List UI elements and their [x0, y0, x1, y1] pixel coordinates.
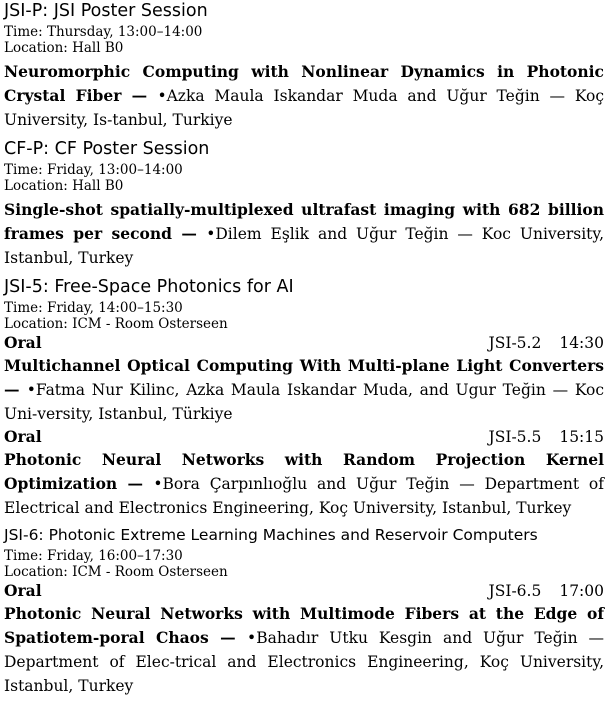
talk-separator: —	[4, 380, 27, 399]
talk-time: 15:15	[559, 428, 604, 446]
talk-type: Oral	[4, 581, 42, 600]
talk-entry	[4, 60, 604, 132]
talk-type: Oral	[4, 333, 42, 352]
talk-separator: —	[117, 474, 154, 493]
talk-separator: —	[171, 224, 207, 243]
talk-code: JSI-5.2	[488, 334, 542, 352]
talk-code: JSI-6.5	[488, 582, 542, 600]
talk-slot	[488, 332, 604, 354]
talk-slot	[488, 580, 604, 602]
talk-title: Neuromorphic Computing with Nonlinear Dynamics in Photonic Crystal Fiber	[4, 62, 604, 105]
session-cf-p	[4, 138, 604, 270]
talk-time: 14:30	[559, 334, 604, 352]
talk-title: Photonic Neural Networks with Random Projection Kernel Optimization	[4, 450, 604, 493]
talk-title: Single-shot spatially-multiplexed ultrafast imaging with 682 billion frames per second	[4, 200, 604, 243]
talk-header	[4, 426, 604, 448]
session-title: JSI-5: Free-Space Photonics for AI	[4, 277, 294, 297]
talk-header	[4, 332, 604, 354]
talk-authors: •Dilem Eşlik and Uğur Teğin — Koc University, Istanbul, Turkey	[4, 225, 605, 267]
talk-slot	[488, 426, 604, 448]
session-time: Time: Friday, 13:00–14:00	[4, 162, 183, 178]
talk-title: Multichannel Optical Computing With Multi-plane Light Converters	[4, 356, 604, 375]
talk-time: 17:00	[559, 582, 604, 600]
talk-title: Photonic Neural Networks with Multimode Fibers at the Edge of Spatiotem-poral Chaos	[4, 604, 604, 647]
session-location: Location: ICM - Room Osterseen	[4, 564, 228, 580]
talk-separator: —	[208, 628, 248, 647]
talk-entry	[4, 602, 604, 698]
talk-entry	[4, 198, 604, 270]
talk-type: Oral	[4, 427, 42, 446]
session-jsi-p	[4, 0, 604, 132]
talk-authors: •Fatma Nur Kilinc, Azka Maula Iskandar Muda, and Ugur Teğin — Koc Uni-versity, Istanbul, Türkiye	[4, 381, 604, 423]
talk-authors: •Bora Çarpınlıoğlu and Uğur Teğin — Department of Electrical and Electronics Engineering, Koç University, Istanbul, Turkey	[4, 475, 604, 517]
talk-entry	[4, 448, 604, 520]
talk-code: JSI-5.5	[488, 428, 542, 446]
session-jsi-6	[4, 525, 604, 698]
talk-authors: •Azka Maula Iskandar Muda and Uğur Teğin — Koç University, Is-tanbul, Turkiye	[4, 87, 605, 129]
session-title: JSI-P: JSI Poster Session	[4, 1, 208, 21]
session-time: Time: Friday, 14:00–15:30	[4, 300, 183, 316]
talk-header	[4, 580, 604, 602]
talk-separator: —	[121, 86, 158, 105]
program-page	[4, 0, 604, 698]
session-time: Time: Thursday, 13:00–14:00	[4, 24, 203, 40]
session-title: JSI-6: Photonic Extreme Learning Machines and Reservoir Computers	[4, 526, 538, 544]
session-location: Location: ICM - Room Osterseen	[4, 316, 228, 332]
session-title: CF-P: CF Poster Session	[4, 139, 210, 159]
session-jsi-5	[4, 276, 604, 520]
talk-authors: •Bahadır Utku Kesgin and Uğur Teğin — Department of Elec-trical and Electronics Engineering, Koç University, Istanbul, Turkey	[4, 629, 604, 695]
session-time: Time: Friday, 16:00–17:30	[4, 548, 183, 564]
session-location: Location: Hall B0	[4, 178, 124, 194]
session-location: Location: Hall B0	[4, 40, 124, 56]
talk-entry	[4, 354, 604, 426]
